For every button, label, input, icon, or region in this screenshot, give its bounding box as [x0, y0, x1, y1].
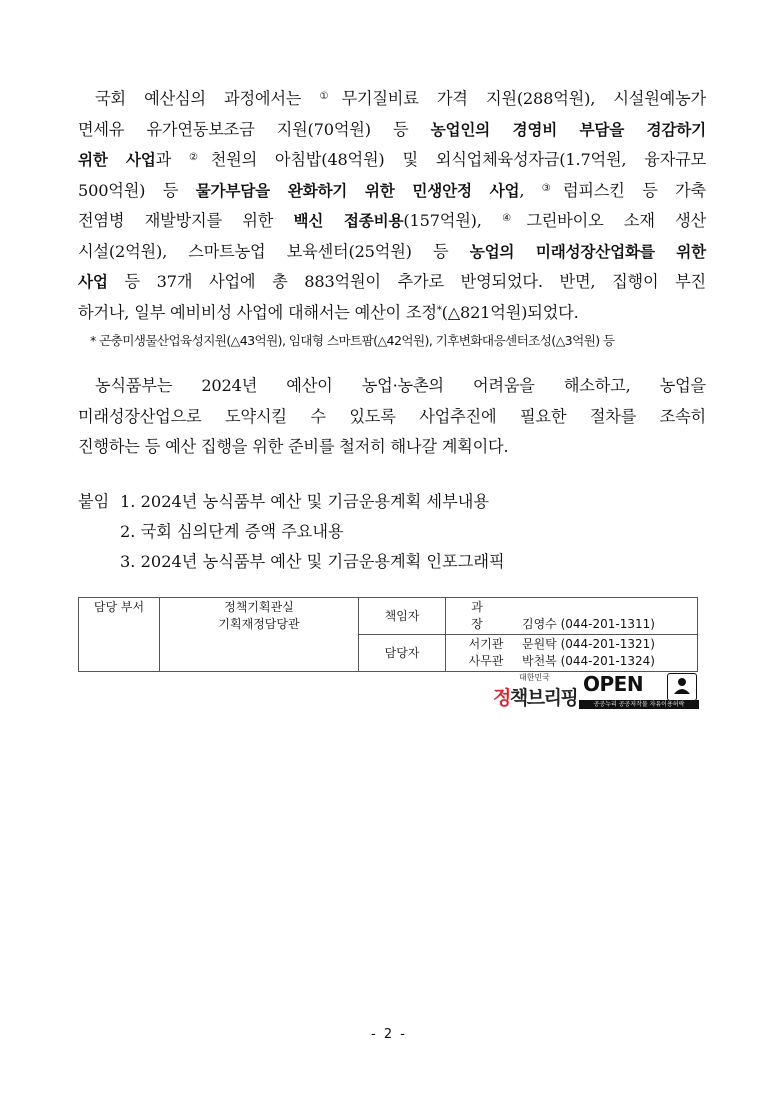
attachment-item: 2. 국회 심의단계 증액 주요내용	[120, 522, 344, 541]
attachments-list	[78, 487, 505, 577]
line: 국회 예산심의 과정에서는 ①무기질비료 가격 지원(288억원), 시설원예농가	[95, 89, 706, 108]
line: 하거나, 일부 예비비성 사업에 대해서는 예산이 조정*(△821억원)되었다.	[78, 302, 579, 322]
footer-logos	[493, 670, 703, 714]
responsible-cell: 과 장 김영수 (044-201-1311)	[446, 598, 698, 635]
paragraph-budget-review	[78, 84, 706, 328]
line: 전염병 재발방지를 위한 백신 접종비용(157억원), ④그린바이오 소재 생산	[78, 211, 707, 230]
attachment-item: 붙임 1. 2024년 농식품부 예산 및 기금운용계획 세부내용	[78, 487, 505, 517]
contact-table	[78, 597, 698, 672]
line: 진행하는 등 예산 집행을 위한 준비를 철저히 해나갈 계획이다.	[78, 437, 509, 456]
page-number: - 2 -	[371, 1027, 407, 1042]
policy-briefing-logo: 대한민국 정책브리핑	[493, 673, 578, 709]
line: 미래성장산업으로 도약시킬 수 있도록 사업추진에 필요한 절차를 조속히	[78, 406, 706, 426]
line: 농식품부는 2024년 예산이 농업·농촌의 어려움을 해소하고, 농업을	[95, 376, 706, 395]
attribution-icon	[667, 673, 697, 701]
paragraph-plan	[78, 371, 706, 463]
kogl-open-license-logo: OPEN 공공누리 공공저작물 자유이용허락	[579, 672, 699, 708]
dept-name-cell: 정책기획관실 기획재정담당관	[160, 598, 359, 672]
line: 사업 등 37개 사업에 총 883억원이 추가로 반영되었다. 반면, 집행이 부진	[78, 272, 706, 291]
attachments-label: 붙임	[78, 492, 110, 511]
responsible-label-cell: 책임자	[359, 598, 446, 635]
staff-cell: 서기관 문원탁 (044-201-1321) 사무관 박천복 (044-201-1324)	[446, 635, 698, 672]
attachment-item: 3. 2024년 농식품부 예산 및 기금운용계획 인포그래픽	[120, 552, 505, 571]
line: 500억원) 등 물가부담을 완화하기 위한 민생안정 사업, ③럼피스킨 등 가축	[78, 180, 706, 200]
footnote: * 곤충미생물산업육성지원(△43억원), 임대형 스마트팜(△42억원), 기후변화대응센터조성(△3억원) 등	[90, 333, 615, 348]
line: 면세유 유가연동보조금 지원(70억원) 등 농업인의 경영비 부담을 경감하기	[78, 119, 706, 139]
dept-label-cell: 담당 부서	[79, 598, 160, 672]
line: 위한 사업과 ②천원의 아침밥(48억원) 및 외식업체육성자금(1.7억원, 융자규모	[78, 150, 707, 169]
line: 시설(2억원), 스마트농업 보육센터(25억원) 등 농업의 미래성장산업화를 위한	[78, 241, 706, 261]
staff-label-cell: 담당자	[359, 635, 446, 672]
